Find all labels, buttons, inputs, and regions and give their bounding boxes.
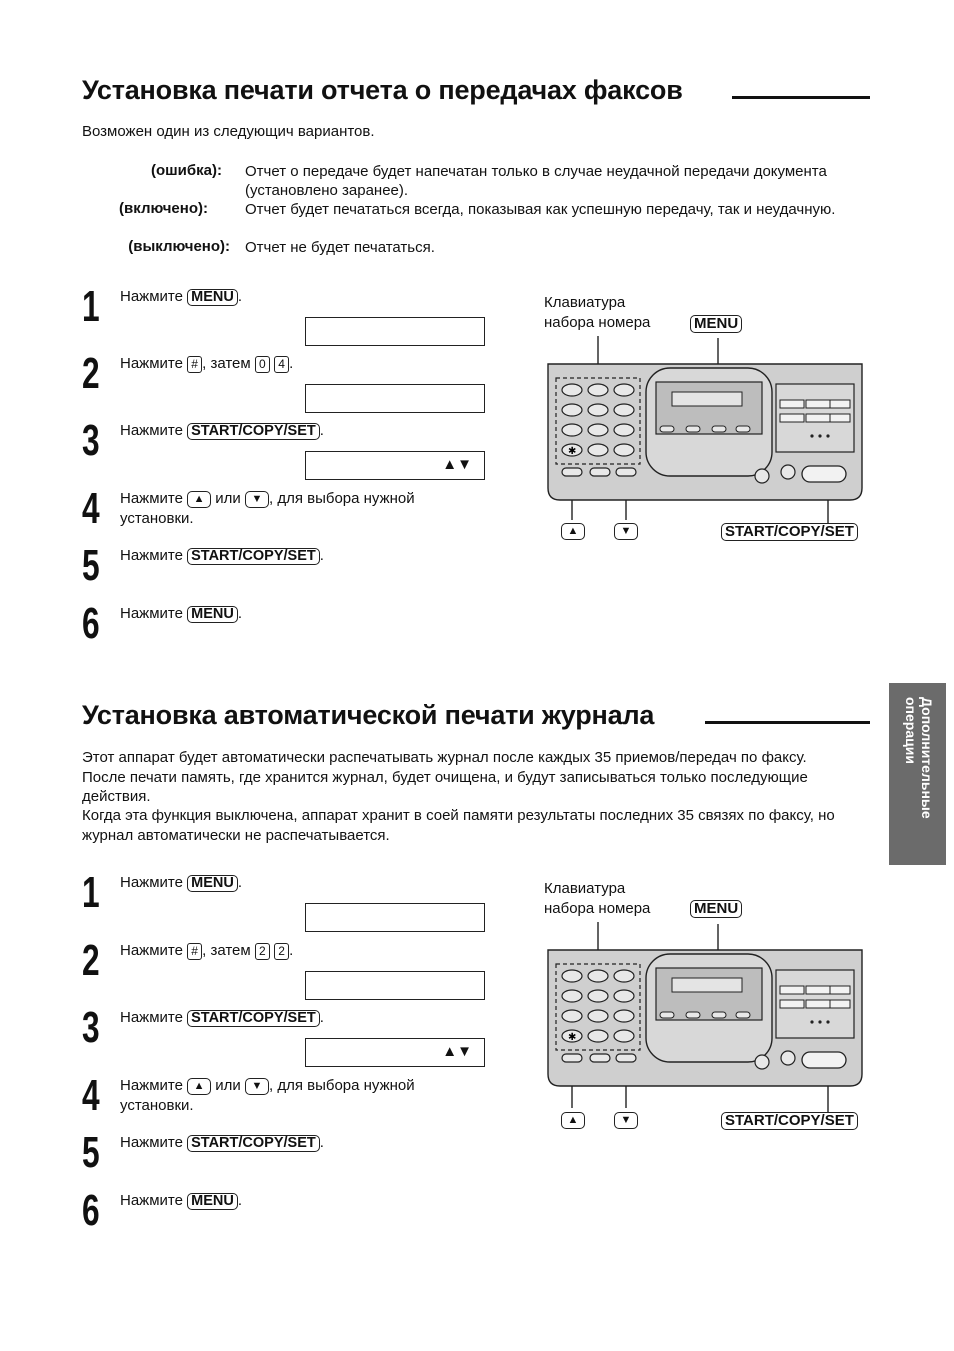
up-arrow-icon: ▲ (187, 1078, 211, 1095)
option-label: (включено): (119, 200, 208, 217)
step-text: Нажмите MENU . (120, 605, 242, 622)
section2-paragraph: Когда эта функция выключена, аппарат хранит в соей памяти результаты последних 35 связях по факсу, но журнал автоматически не распечатывается. (82, 807, 835, 844)
step-number: 4 (82, 1071, 100, 1120)
hash-key: # (187, 943, 202, 960)
digit-key: 0 (255, 356, 270, 373)
step-text: Нажмите ▲ или ▼ , для выбора нужной установки. (120, 490, 415, 527)
step-text: Нажмите # , затем 2 2 . (120, 942, 294, 959)
down-arrow-icon: ▼ (614, 523, 638, 540)
title-rule (732, 96, 870, 99)
up-arrow-icon: ▲ (187, 491, 211, 508)
menu-key: MENU (187, 289, 238, 306)
option-desc: Отчет о передаче будет напечатан только в случае неудачной передачи документа (установлено заранее). (245, 163, 827, 199)
section2-title: Установка автоматической печати журнала (82, 700, 655, 730)
up-arrow-icon: ▲ (561, 523, 585, 540)
section2-paragraph: Этот аппарат будет автоматически распечатывать журнал после каждых 35 приемов/передач по факсу. После печати память, где хранится журнал, будет очищена, и будут записываться только последующие действия. (82, 749, 808, 805)
section-side-tab (889, 683, 946, 865)
lcd-display (305, 1038, 485, 1067)
step-number: 3 (82, 1003, 100, 1052)
option-desc: Отчет будет печататься всегда, показывая как успешную передачу, так и неудачную. (245, 201, 836, 218)
fax-machine-diagram (540, 330, 870, 545)
digit-key: 2 (255, 943, 270, 960)
step-text: Нажмите MENU . (120, 874, 242, 891)
section1-title: Установка печати отчета о передачах факсов (82, 75, 683, 105)
start-copy-set-key: START/COPY/SET (187, 1135, 320, 1152)
lcd-display (305, 384, 485, 413)
step-number: 2 (82, 936, 100, 985)
side-tab-label: Дополнительные операции (903, 697, 935, 819)
menu-label: MENU (690, 900, 742, 918)
down-arrow-icon: ▼ (245, 491, 269, 508)
keypad-label: Клавиатура набора номера (544, 294, 651, 331)
section1-intro: Возможен один из следующич вариантов. (82, 123, 375, 140)
option-label: (ошибка): (151, 162, 222, 179)
step-number: 2 (82, 349, 100, 398)
step-text: Нажмите MENU . (120, 288, 242, 305)
step-text: Нажмите START/COPY/SET . (120, 547, 324, 564)
start-copy-set-key: START/COPY/SET (187, 423, 320, 440)
start-copy-set-label: START/COPY/SET (721, 523, 858, 541)
lcd-display (305, 971, 485, 1000)
start-copy-set-label: START/COPY/SET (721, 1112, 858, 1130)
lcd-display (305, 317, 485, 346)
hash-key: # (187, 356, 202, 373)
step-number: 6 (82, 1186, 100, 1235)
down-arrow-icon: ▼ (614, 1112, 638, 1129)
lcd-display (305, 903, 485, 932)
svg-text:✱: ✱ (568, 1032, 577, 1043)
option-label: (выключено): (128, 238, 230, 255)
step-number: 3 (82, 416, 100, 465)
menu-key: MENU (187, 606, 238, 623)
step-text: Нажмите MENU . (120, 1192, 242, 1209)
digit-key: 2 (274, 943, 289, 960)
fax-machine-diagram (540, 916, 870, 1131)
svg-text:✱: ✱ (568, 446, 577, 457)
step-number: 1 (82, 868, 100, 917)
step-number: 5 (82, 1128, 100, 1177)
option-desc: Отчет не будет печататься. (245, 239, 435, 256)
display-arrows: ▲▼ (442, 456, 472, 473)
step-number: 4 (82, 484, 100, 533)
step-number: 6 (82, 599, 100, 648)
step-text: Нажмите # , затем 0 4 . (120, 355, 294, 372)
menu-key: MENU (187, 1193, 238, 1210)
start-copy-set-key: START/COPY/SET (187, 548, 320, 565)
step-text: Нажмите START/COPY/SET . (120, 422, 324, 439)
menu-label: MENU (690, 315, 742, 333)
lcd-display (305, 451, 485, 480)
up-arrow-icon: ▲ (561, 1112, 585, 1129)
step-text: Нажмите START/COPY/SET . (120, 1134, 324, 1151)
digit-key: 4 (274, 356, 289, 373)
step-text: Нажмите START/COPY/SET . (120, 1009, 324, 1026)
keypad-label: Клавиатура набора номера (544, 880, 651, 917)
step-text: Нажмите ▲ или ▼ , для выбора нужной установки. (120, 1077, 415, 1114)
title-rule (705, 721, 870, 724)
step-number: 1 (82, 282, 100, 331)
step-number: 5 (82, 541, 100, 590)
down-arrow-icon: ▼ (245, 1078, 269, 1095)
menu-key: MENU (187, 875, 238, 892)
start-copy-set-key: START/COPY/SET (187, 1010, 320, 1027)
display-arrows: ▲▼ (442, 1043, 472, 1060)
